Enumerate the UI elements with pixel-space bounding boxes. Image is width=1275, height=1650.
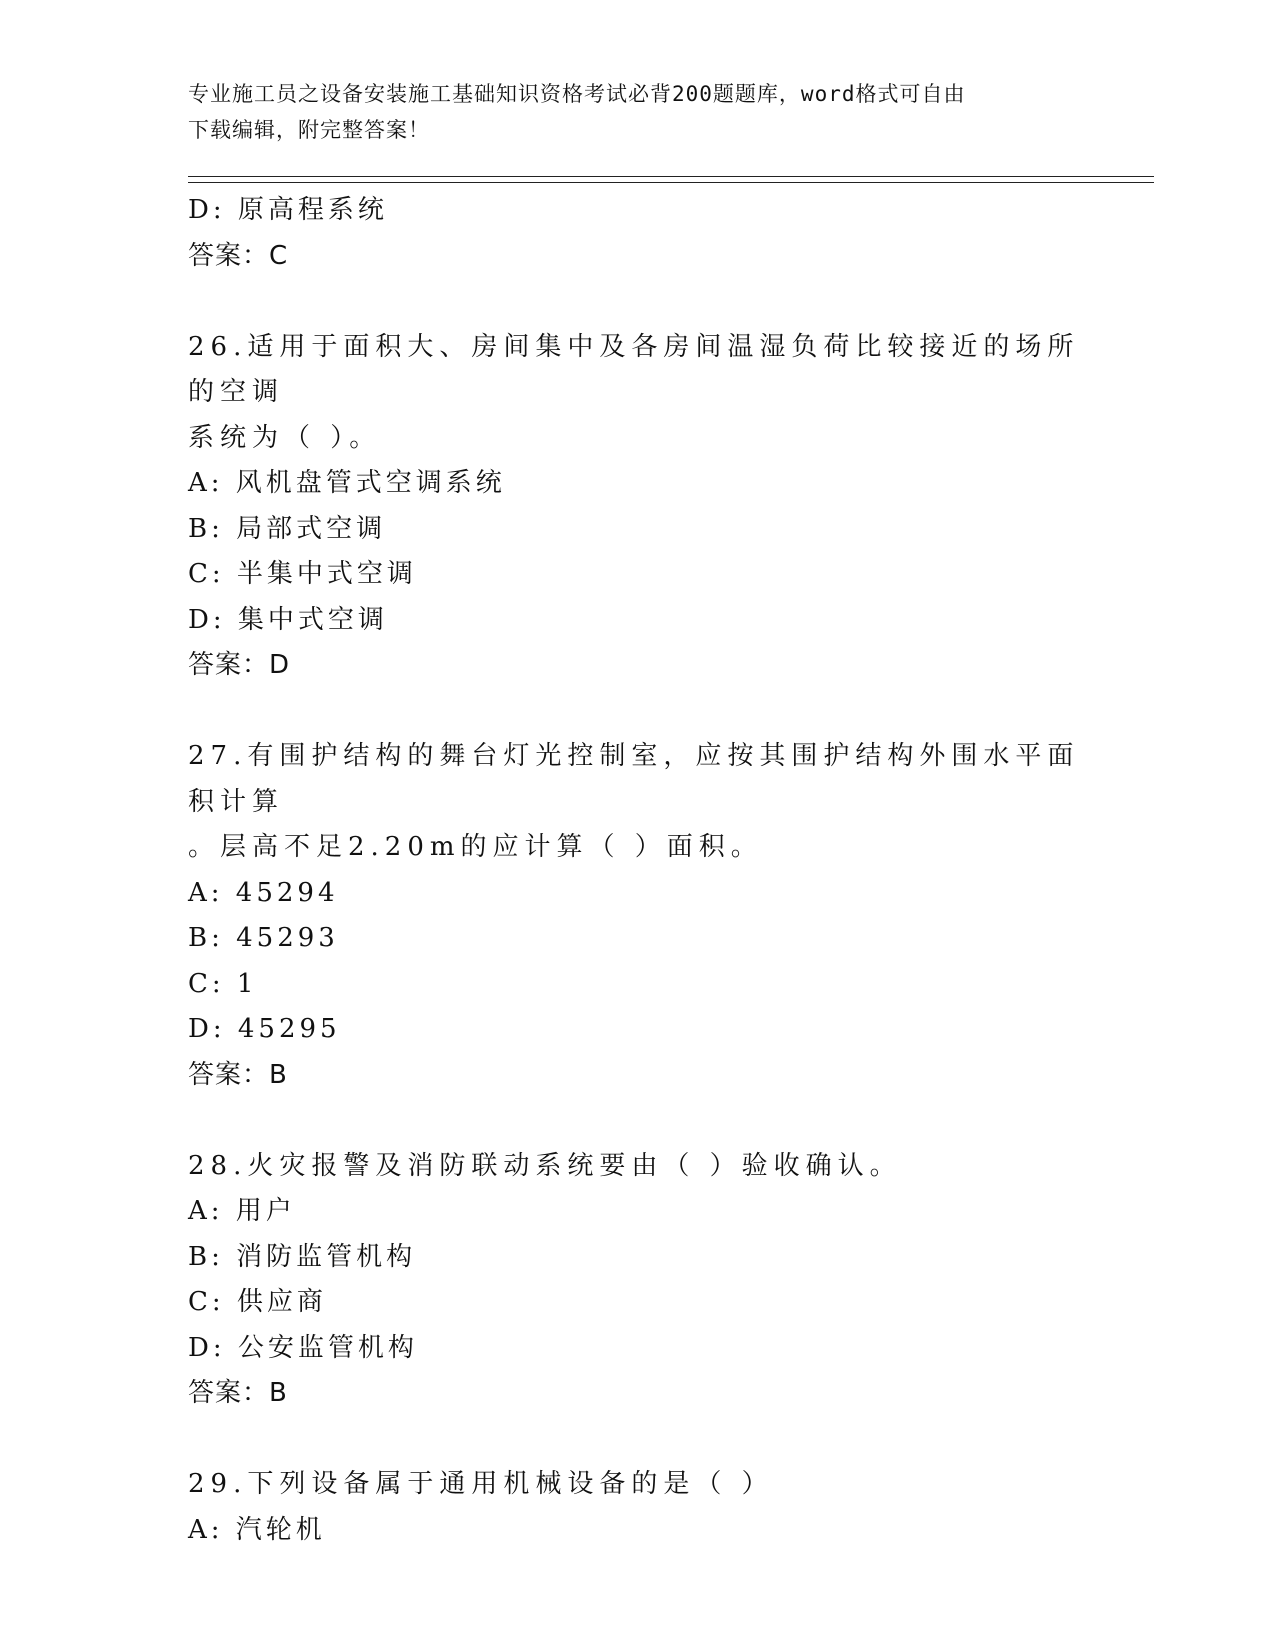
option-a: A: 风机盘管式空调系统 bbox=[188, 468, 506, 498]
header-rule-bottom bbox=[188, 182, 1154, 183]
question-stem: 28.火灾报警及消防联动系统要由（ ）验收确认。 bbox=[188, 1150, 902, 1181]
question-26 bbox=[188, 325, 1088, 689]
option-c: C: 供应商 bbox=[188, 1287, 327, 1317]
option-b: B: 消防监管机构 bbox=[188, 1241, 417, 1272]
question-content bbox=[188, 188, 1088, 1553]
option-b: B: 45293 bbox=[188, 923, 339, 953]
option-d: D: 原高程系统 bbox=[188, 195, 388, 225]
option-d: D: 集中式空调 bbox=[188, 604, 388, 635]
answer: 答案：D bbox=[188, 650, 291, 680]
question-stem-continued: 。层高不足2.20m的应计算（ ）面积。 bbox=[188, 832, 763, 862]
question-29 bbox=[188, 1462, 1088, 1553]
option-a: A: 汽轮机 bbox=[188, 1514, 326, 1545]
question-stem: 26.适用于面积大、房间集中及各房间温湿负荷比较接近的场所的空调 bbox=[188, 331, 1080, 407]
header-rule-top bbox=[188, 176, 1154, 177]
header-line-1: 专业施工员之设备安装施工基础知识资格考试必背200题题库，word格式可自由 bbox=[188, 82, 966, 106]
option-c: C: 1 bbox=[188, 968, 258, 999]
option-a: A: 用户 bbox=[188, 1196, 296, 1226]
option-b: B: 局部式空调 bbox=[188, 513, 387, 544]
header-line-2: 下载编辑，附完整答案！ bbox=[188, 118, 430, 142]
question-stem: 27.有围护结构的舞台灯光控制室，应按其围护结构外围水平面积计算 bbox=[188, 741, 1080, 817]
answer: 答案：B bbox=[188, 1059, 288, 1090]
question-28 bbox=[188, 1144, 1088, 1417]
option-c: C: 半集中式空调 bbox=[188, 559, 417, 589]
question-stem: 29.下列设备属于通用机械设备的是（ ） bbox=[188, 1469, 774, 1499]
question-stem-continued: 系统为（ ）。 bbox=[188, 422, 382, 453]
option-a: A: 45294 bbox=[188, 877, 339, 908]
question-27 bbox=[188, 734, 1088, 1098]
option-d: D: 公安监管机构 bbox=[188, 1332, 418, 1363]
answer: 答案：B bbox=[188, 1378, 288, 1408]
document-header bbox=[188, 76, 1088, 148]
option-d: D: 45295 bbox=[188, 1014, 341, 1044]
carry-over-block bbox=[188, 188, 1088, 279]
answer: 答案：C bbox=[188, 240, 289, 271]
